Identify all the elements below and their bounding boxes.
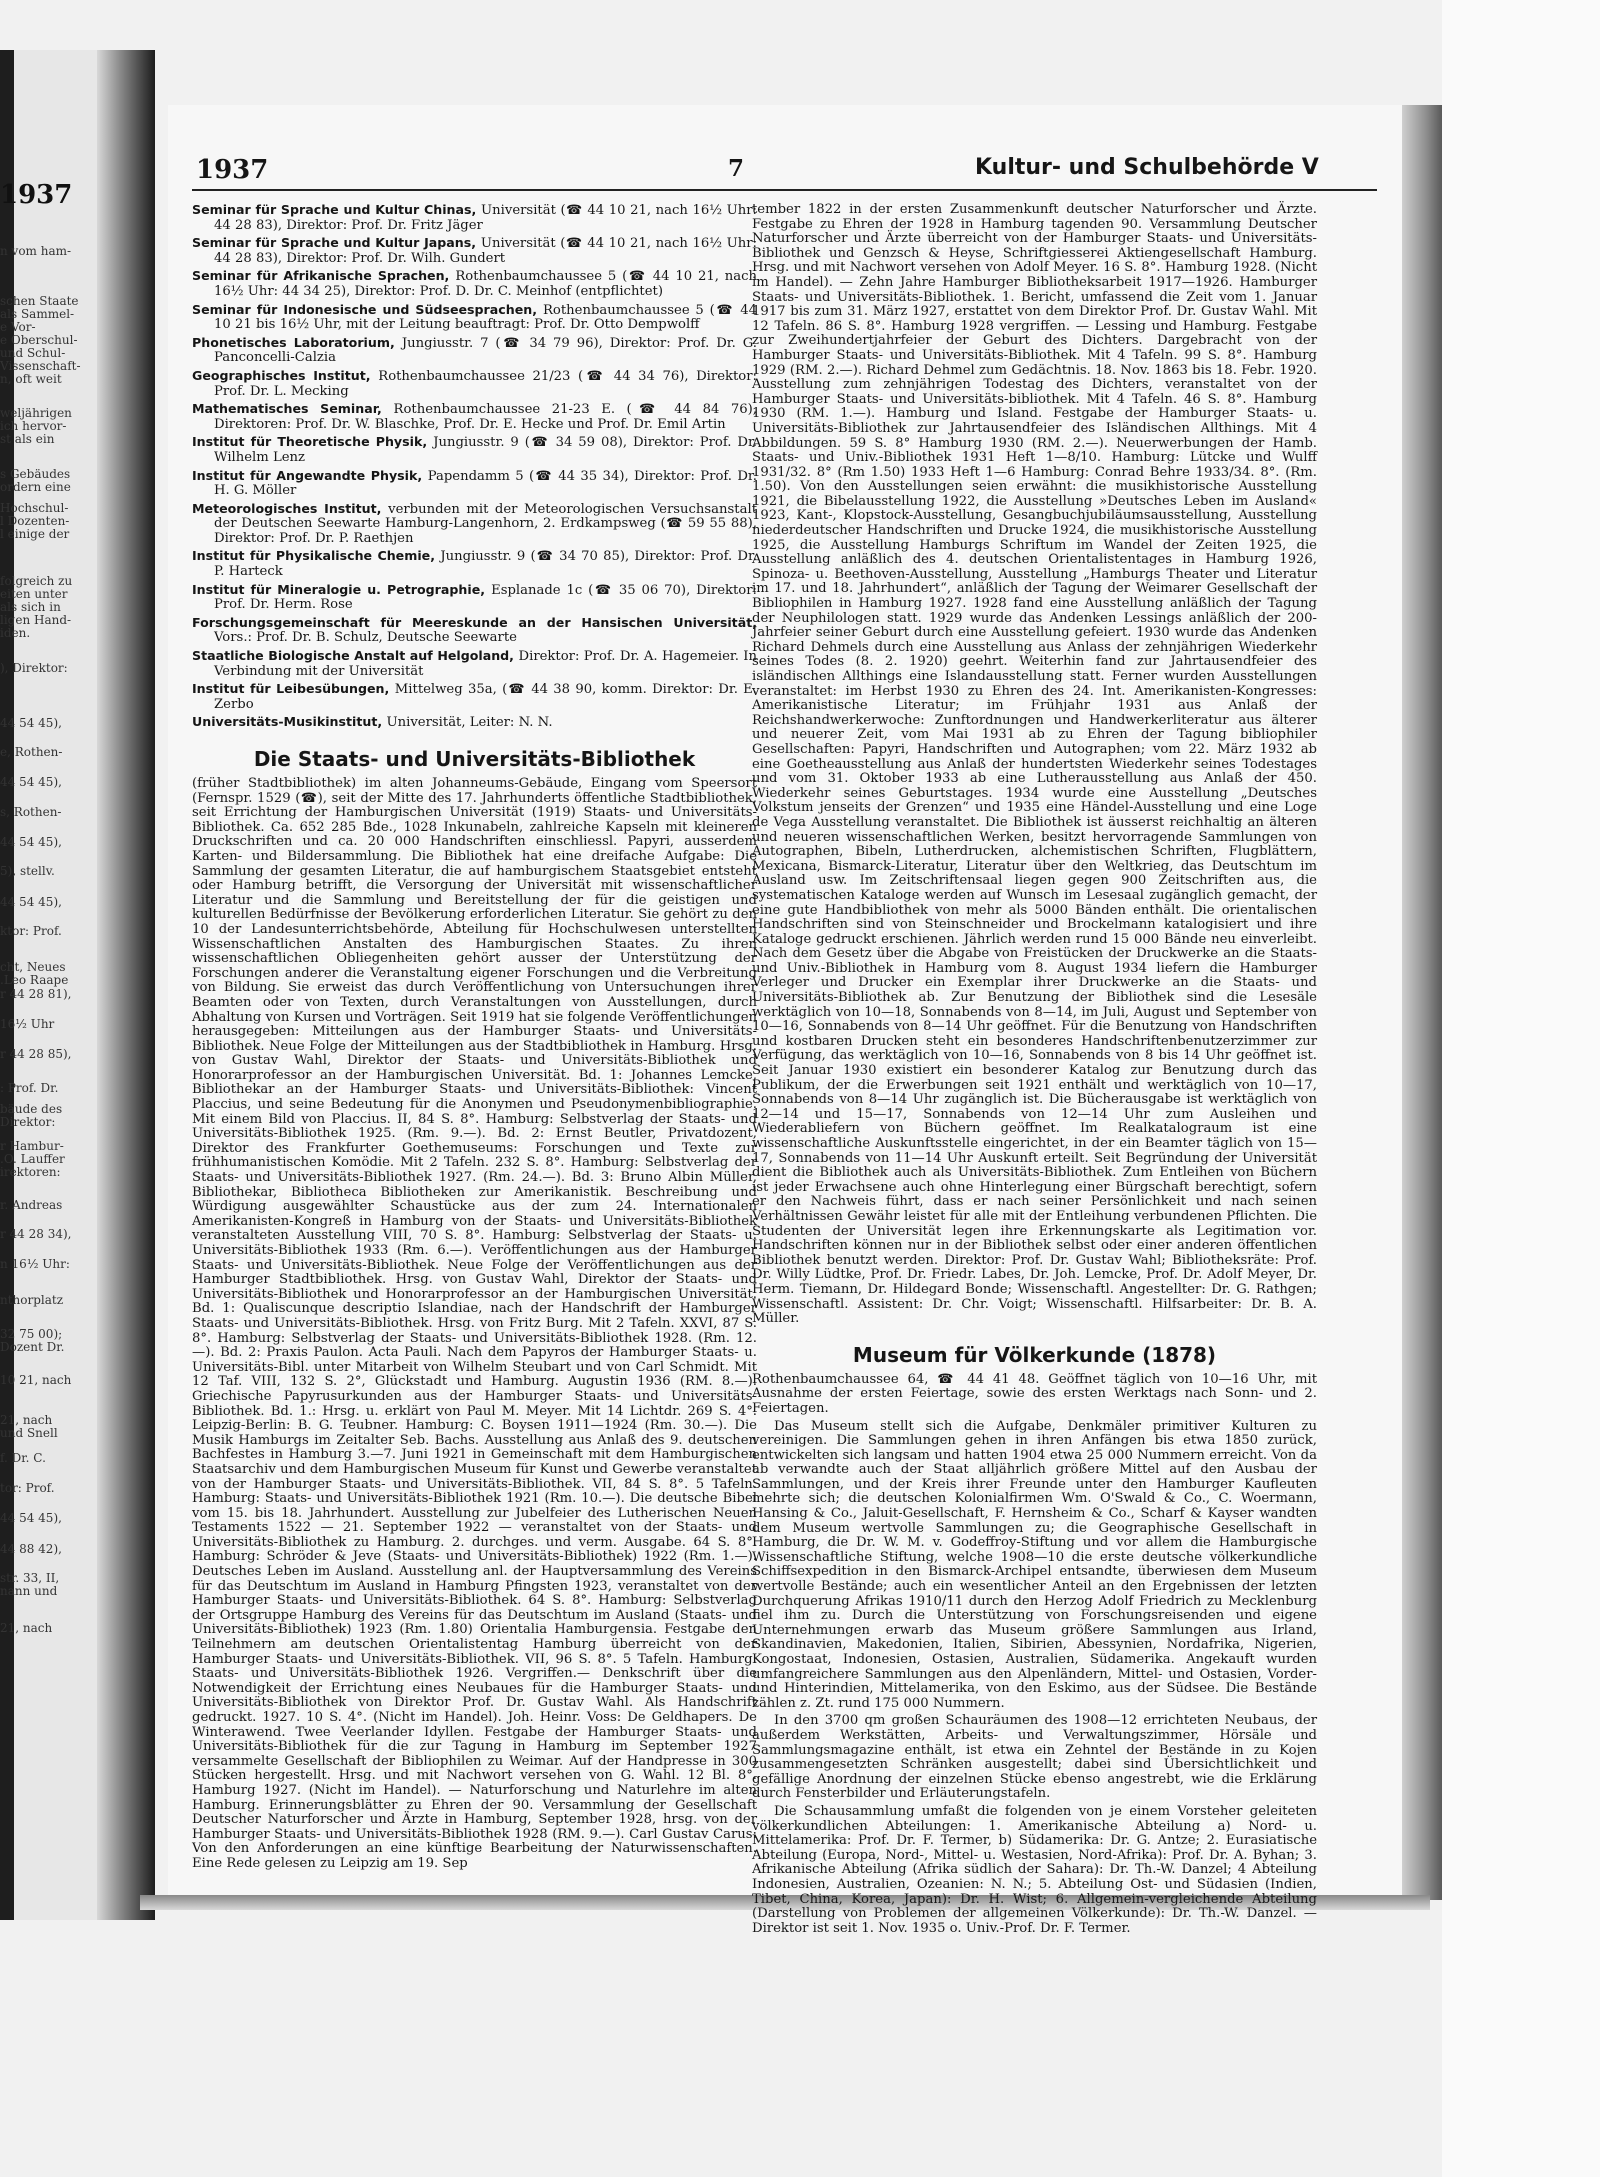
margin-fragment: r Hambur- bbox=[0, 1140, 64, 1153]
margin-fragment: 21, nach bbox=[0, 1414, 53, 1427]
margin-fragment: als sich in bbox=[0, 601, 61, 614]
institute-name: Seminar für Afrikanische Sprachen, bbox=[192, 268, 456, 284]
margin-fragment: bäude des bbox=[0, 1103, 63, 1116]
institute-list bbox=[192, 203, 757, 731]
institute-details: Jungiusstr. 7 (☎ 34 79 96), Direktor: Prof. Dr. G. Panconcelli-Calzia bbox=[214, 335, 757, 366]
institute-details: Rothenbaumchaussee 5 (☎ 44 10 21, nach 16½ Uhr: 44 34 25), Direktor: Prof. D. Dr. C. Meinhof (entpflichtet) bbox=[214, 269, 757, 299]
margin-fragment: e Oberschul- bbox=[0, 334, 78, 347]
institute-details: verbunden mit der Meteorologischen Versuchsanstalt der Deutschen Seewarte Hamburg-Langenhorn, 2. Erdkampsweg (☎ 59 55 88), Direktor: Prof. Dr. P. Raethjen bbox=[214, 501, 757, 546]
margin-fragment: : Prof. Dr. bbox=[0, 1082, 59, 1095]
margin-fragment: .O. Lauffer bbox=[0, 1153, 65, 1166]
margin-fragment: 10 21, nach bbox=[0, 1374, 72, 1387]
margin-fragment: Dozent Dr. bbox=[0, 1341, 65, 1354]
institute-entry bbox=[192, 616, 757, 646]
margin-fragment: f. Dr. C. bbox=[0, 1452, 46, 1465]
running-title: Kultur- und Schulbehörde V bbox=[975, 155, 1319, 180]
margin-fragment: 44 54 45), bbox=[0, 717, 62, 730]
institute-details: Rothenbaumchaussee 21-23 E. (☎ 44 84 76), Direktoren: Prof. Dr. W. Blaschke, Prof. Dr. E. Hecke und Prof. Dr. Emil Artin bbox=[214, 402, 757, 432]
institute-name: Seminar für Sprache und Kultur Japans, bbox=[192, 235, 481, 251]
margin-fragment: tor: Prof. bbox=[0, 1482, 55, 1495]
institute-entry bbox=[192, 203, 757, 233]
margin-fragment: l Dozenten- bbox=[0, 515, 70, 528]
previous-page-fragment bbox=[0, 50, 155, 1920]
margin-fragment: r. Andreas bbox=[0, 1199, 63, 1212]
institute-entry bbox=[192, 469, 757, 499]
margin-fragment: s, Rothen- bbox=[0, 806, 62, 819]
right-column bbox=[752, 203, 1317, 1939]
institute-entry bbox=[192, 269, 757, 299]
margin-fragment: r 44 28 85), bbox=[0, 1048, 72, 1061]
margin-fragment: 44 88 42), bbox=[0, 1543, 62, 1556]
institute-entry bbox=[192, 502, 757, 547]
institute-details: Rothenbaumchaussee 5 (☎ 44 10 21 bis 16½ Uhr, mit der Leitung beauftragt: Prof. Dr. Otto Dempwolff bbox=[214, 302, 757, 333]
margin-fragment: 1937 bbox=[0, 180, 73, 210]
margin-fragment: 44 54 45), bbox=[0, 896, 62, 909]
margin-fragment: Vissenschaft- bbox=[0, 360, 81, 373]
margin-fragment: 44 54 45), bbox=[0, 836, 62, 849]
margin-fragment: e Vor- bbox=[0, 321, 36, 334]
library-section-title: Die Staats- und Universitäts-Bibliothek bbox=[253, 747, 696, 771]
margin-fragment: 16½ Uhr bbox=[0, 1018, 55, 1031]
margin-fragment: str. 33, II, bbox=[0, 1572, 60, 1585]
margin-fragment: ich hervor- bbox=[0, 420, 67, 433]
margin-fragment: r 44 28 81), bbox=[0, 988, 72, 1001]
margin-fragment: schen Staate bbox=[0, 295, 79, 308]
institute-entry bbox=[192, 549, 757, 579]
margin-fragment: als Sammel- bbox=[0, 308, 75, 321]
margin-fragment: 44 54 45), bbox=[0, 1512, 62, 1525]
margin-fragment: Direktor: bbox=[0, 1116, 56, 1129]
institute-entry bbox=[192, 402, 757, 432]
institute-details: Direktor: Prof. Dr. A. Hagemeier. In Verbindung mit der Universität bbox=[214, 649, 758, 679]
library-text bbox=[192, 777, 757, 1872]
page-right-edge bbox=[1402, 105, 1442, 1900]
margin-fragment: st als ein bbox=[0, 433, 55, 446]
margin-fragment: 21, nach bbox=[0, 1622, 53, 1635]
institute-entry bbox=[192, 236, 757, 266]
margin-fragment: l einige der bbox=[0, 528, 70, 541]
institute-name: Phonetisches Laboratorium, bbox=[192, 334, 402, 350]
margin-fragment: nann und bbox=[0, 1585, 58, 1598]
institute-name: Meteorologisches Institut, bbox=[192, 500, 389, 516]
library-paragraph: (früher Stadtbibliothek) im alten Johanneums-Gebäude, Eingang vom Speersort (Fernspr. 1529 (☎), seit der Mitte des 17. Jahrhunderts öffentliche Stadtbibliothek, seit Errichtung der Hamburgischen Universität (1919) Staats- und Universitäts-Bibliothek. Ca. 652 285 Bde., 1028 Inkunabeln, zahlreiche Kapseln mit kleineren Druckschriften und ca. 20 000 Handschriften einschliessl. Papyri, ausserdem Karten- und Bildersammlung. Die Bibliothek hat eine dreifache Aufgabe: Die Sammlung der gesamten Literatur, die auf hamburgischem Staatsgebiet entsteht oder Hamburg betrifft, die Versorgung der Universität mit wissenschaftlicher Literatur und die Sammlung und Bereitstellung der für die geistigen und kulturellen Bedürfnisse der Bevölkerung erforderlichen Literatur. Sie gehört zu den 10 der Landesunterrichtsbehörde, Abteilung für Hochschulwesen unterstellten Wissenschaftlichen Anstalten des Hamburgischen Staates. Zu ihren wissenschaftlichen Obliegenheiten gehört ausser der Unterstützung der Forschungen anderer die Veranstaltung eigener Forschungen und die Verbreitung von Bildung. Sie erweist das durch Veröffentlichung von Untersuchungen ihrer Beamten oder von Texten, durch Veranstaltungen von Ausstellungen, durch Abhaltung von Kursen und Vorträgen. Seit 1919 hat sie folgende Veröffentlichungen herausgegeben: Mitteilungen aus der Hamburger Staats- und Universitäts-Bibliothek. Neue Folge der Mitteilungen aus der Stadtbibliothek in Hamburg. Hrsg. von Gustav Wahl, Direktor der Staats- und Universitäts-Bibliothek und Honorarprofessor an der Hamburgischen Universität. Bd. 1: Johannes Lemcke, Bibliothekar an der Hamburger Staats- und Universitäts-Bibliothek: Vincent Placcius, und seine Bedeutung für die Anonymen und Pseudonymenbibliographie. Mit einem Bild von Placcius. II, 84 S. 8°. Hamburg: Selbstverlag der Staats- und Universitäts-Bibliothek 1925. (Rm. 9.—). Bd. 2: Ernst Beutler, Privatdozent, Direktor des Frankfurter Goethemuseums: Forschungen und Texte zur frühhumanistischen Komödie. Mit 2 Tafeln. 232 S. 8°. Hamburg: Selbstverlag der Staats- und Universitäts-Bibliothek 1927. (Rm. 24.—). Bd. 3: Bruno Albin Müller, Bibliothekar, Bibliotheca Bibliotheken zur Amerikanistik. Beschreibung und Würdigung ausgewählter Schaustücke aus der zum 24. Internationalen Amerikanisten-Kongreß in Hamburg von der Staats- und Universitäts-Bibliothek veranstalteten Ausstellung VIII, 70 S. 8°. Hamburg: Selbstverlag der Staats- u. Universitäts-Bibliothek 1933 (Rm. 6.—). Veröffentlichungen aus der Hamburger Staats- und Universitäts-Bibliothek. Neue Folge der Veröffentlichungen aus der Hamburger Stadtbibliothek. Hrsg. von Gustav Wahl, Direktor der Staats- und Universitäts-Bibliothek und Honorarprofessor an der Hamburgischen Universität. Bd. 1: Qualiscunque descriptio Islandiae, nach der Handschrift der Hamburger Staats- und Universitäts-Bibliothek. Hrsg. von Fritz Burg. Mit 2 Tafeln. XXVI, 87 S. 8°. Hamburg: Selbstverlag der Staats- und Universitäts-Bibliothek 1928. (Rm. 12.—). Bd. 2: Praxis Paulon. Acta Pauli. Nach dem Papyros der Hamburger Staats- u. Universitäts-Bibl. unter Mitarbeit von Wilhelm Steubart und von Carl Schmidt. Mit 12 Taf. VIII, 132 S. 2°, Glückstadt und Hamburg. Augustin 1936 (RM. 8.—). Griechische Papyrusurkunden aus der Hamburger Staats- und Universitäts-Bibliothek. Bd. 1.: Hrsg. u. erklärt von Paul M. Meyer. Mit 14 Lichtdr. 269 S. 4°. Leipzig-Berlin: B. G. Teubner. Hamburg: C. Boysen 1911—1924 (Rm. 30.—). Die Musik Hamburgs im Zeitalter Seb. Bachs. Ausstellung aus Anlaß des 9. deutschen Bachfestes in Hamburg 3.—7. Juni 1921 in Gemeinschaft mit dem Hamburgischen Staatsarchiv und dem Hamburgischen Museum für Kunst und Gewerbe veranstaltet von der Hamburger Staats- und Universitäts-Bibliothek. VII, 84 S. 8°. 5 Tafeln. Hamburg: Staats- und Universitäts-Bibliothek 1921 (Rm. 10.—). Die deutsche Bibel vom 15. bis 18. Jahrhundert. Ausstellung zur Jubelfeier des Lutherischen Neuen Testaments 1522 — 21. September 1922 — veranstaltet von der Staats- und Universitäts-Bibliothek zu Hamburg. 2. durchges. und verm. Ausgabe. 64 S. 8°. Hamburg: Schröder & Jeve (Staats- und Universitäts-Bibliothek) 1922 (Rm. 1.—). Deutsches Leben im Ausland. Ausstellung anl. der Hauptversammlung des Vereins für das Deutschtum im Ausland in Hamburg Pfingsten 1923, veranstaltet von der Hamburger Staats- und Universitäts-Bibliothek. 64 S. 8°. Hamburg: Selbstverlag der Ortsgruppe Hamburg des Vereins für das Deutschtum im Ausland (Staats- und Universitäts-Bibliothek) 1923 (Rm. 1.80) Orientalia Hamburgensia. Festgabe den Teilnehmern am deutschen Orientalistentag Hamburg überreicht von der Hamburger Staats- und Universitäts-Bibliothek. VII, 96 S. 8°. 5 Tafeln. Hamburg: Staats- und Universitäts-Bibliothek 1926. Vergriffen.— Denkschrift über die Notwendigkeit der Errichtung eines Neubaues für die Hamburger Staats- und Universitäts-Bibliothek von Direktor Prof. Dr. Gustav Wahl. Als Handschrift gedruckt. 1927. 10 S. 4°. (Nicht im Handel). Joh. Heinr. Voss: De Geldhapers. De Winterawend. Twee Veerlander Idyllen. Festgabe der Hamburger Staats- und Universitäts-Bibliothek für die zur Tagung in Hamburg im September 1927 versammelte Gesellschaft der Bibliophilen zu Weimar. Auf der Handpresse in 300 Stücken hergestellt. Hrsg. und mit Nachwort versehen von G. Wahl. 12 Bl. 8°. Hamburg 1927. (Nicht im Handel). — Naturforschung und Naturlehre im alten Hamburg. Erinnerungsblätter zu Ehren der 90. Versammlung der Gesellschaft Deutscher Naturforscher und Ärzte in Hamburg, September 1928, hrsg. von der Hamburger Staats- und Universitäts-Bibliothek 1928 (RM. 9.—). Carl Gustav Carus: Von den Anforderungen an eine künftige Bearbeitung der Naturwissenschaften. Eine Rede gelesen zu Leipzig am 19. Sep bbox=[192, 776, 757, 1871]
margin-fragment: und Snell bbox=[0, 1427, 58, 1440]
institute-name: Forschungsgemeinschaft für Meereskunde an der Hansischen Universität, bbox=[192, 614, 757, 630]
institute-name: Geographisches Institut, bbox=[192, 367, 379, 383]
institute-details: Mittelweg 35a, (☎ 44 38 90, komm. Direktor: Dr. E. Zerbo bbox=[214, 682, 758, 712]
museum-paragraph: Das Museum stellt sich die Aufgabe, Denkmäler primitiver Kulturen zu vereinigen. Die Sammlungen gehen in ihren Anfängen bis etwa 1850 zurück, entwickelten sich langsam und hatten 1904 etwa 25 000 Nummern erreicht. Von da ab verwandte auch der Staat alljährlich größere Mittel auf den Ausbau der Sammlungen, und der Kreis ihrer Freunde unter den Hamburger Kaufleuten mehrte sich; die deutschen Kolonialfirmen Wm. O'Swald & Co., C. Woermann, Hansing & Co., Jaluit-Gesellschaft, F. Hernsheim & Co., Scharf & Kayser wandten dem Museum wertvolle Sammlungen zu; die Geographische Gesellschaft in Hamburg, die Dr. W. M. v. Godeffroy-Stiftung und vor allem die Hamburgische Wissenschaftliche Stiftung, welche 1908—10 die erste deutsche völkerkundliche Schiffsexpedition in den Bismarck-Archipel entsandte, überwiesen dem Museum wertvolle Bestände; auch ein wesentlicher Anteil an den Ergebnissen der letzten Durchquerung Afrikas 1910/11 durch den Herzog Adolf Friedrich zu Mecklenburg fiel ihm zu. Durch die Unterstützung von Forschungsreisenden und eigene Unternehmungen erwarb das Museum größere Sammlungen aus Irland, Skandinavien, Makedonien, Italien, Sibirien, Abessynien, Nordafrika, Nigerien, Kongostaat, Indonesien, Ostasien, Australien, Südamerika. Angekauft wurden umfangreichere Sammlungen aus den Alpenländern, Mittel- und Ostasien, Vorder- und Hinterindien, Mittelamerika, von den Eskimo, aus der Südsee. Die Bestände zählen z. Zt. rund 175 000 Nummern. bbox=[752, 1418, 1317, 1711]
institute-name: Institut für Physikalische Chemie, bbox=[192, 548, 441, 564]
institute-name: Staatliche Biologische Anstalt auf Helgoland, bbox=[192, 648, 519, 664]
left-column bbox=[192, 203, 757, 1875]
margin-fragment: nthorplatz bbox=[0, 1294, 64, 1307]
header-year: 1937 bbox=[196, 155, 269, 185]
institute-entry bbox=[192, 649, 757, 679]
institute-entry bbox=[192, 715, 757, 731]
header-rule bbox=[192, 189, 1377, 191]
margin-fragment: 5), stellv. bbox=[0, 865, 55, 878]
margin-fragment: eiten unter bbox=[0, 588, 68, 601]
museum-paragraph: In den 3700 qm großen Schauräumen des 1908—12 errichteten Neubaus, der außerdem Werkstätten, Arbeits- und Verwaltungszimmer, Hörsäle und Sammlungsmagazine enthält, ist etwa ein Zehntel der Bestände in zu Kojen zusammengesetzten Schränken ausgestellt; dabei sind Übersichtlichkeit und gefällige Anordnung der einzelnen Stücke ebenso angestrebt, wie die Erklärung durch Fensterbilder und Erläuterungstafeln. bbox=[752, 1713, 1317, 1802]
margin-fragment: e, Rothen- bbox=[0, 746, 63, 759]
museum-paragraph: Die Schausammlung umfaßt die folgenden von je einem Vorsteher geleiteten völkerkundlichen Abteilungen: 1. Amerikanische Abteilung a) Nord- u. Mittelamerika: Prof. Dr. F. Termer, b) Südamerika: Dr. G. Antze; 2. Eurasiatische Abteilung (Europa, Nord-, Mittel- u. Westasien, Nord-Afrika): Prof. Dr. A. Byhan; 3. Afrikanische Abteilung (Afrika südlich der Sahara): Dr. Th.-W. Danzel; 4 Abteilung Indonesien, Australien, Ozeanien: N. N.; 5. Abteilung Ost- und Südasien (Indien, Tibet, China, Korea, Japan): Dr. H. Wist; 6. Allgemein-vergleichende Abteilung (Darstellung von Problemen der allgemeinen Völkerkunde): Dr. Th.-W. Danzel. — Direktor ist seit 1. Nov. 1935 o. Univ.-Prof. Dr. F. Termer. bbox=[752, 1803, 1317, 1936]
institute-details: Jungiusstr. 9 (☎ 34 70 85), Direktor: Prof. Dr. P. Harteck bbox=[214, 549, 757, 580]
library-paragraph-continued: tember 1822 in der ersten Zusammenkunft deutscher Naturforscher und Ärzte. Festgabe zu Ehren der 1928 in Hamburg tagenden 90. Versammlung Deutscher Naturforscher und Ärzte überreicht von der Hamburger Staats- und Universitäts-Bibliothek und Genzsch & Heyse, Schriftgiesserei Aktiengesellschaft Hamburg. Hrsg. und mit Nachwort versehen von Adolf Meyer. 16 S. 8°. Hamburg 1928. (Nicht im Handel). — Zehn Jahre Hamburger Bibliotheksarbeit 1917—1926. Hamburger Staats- und Universitäts-Bibliothek. 1. Bericht, umfassend die Zeit vom 1. Januar 1917 bis zum 31. März 1927, erstattet von dem Direktor Prof. Dr. Gustav Wahl. Mit 12 Tafeln. 86 S. 8°. Hamburg 1928 vergriffen. — Lessing und Hamburg. Festgabe zur Zweihundertjahrfeier der Geburt des Dichters. Dargebracht von der Hamburger Staats- und Universitäts-Bibliothek. Mit 4 Tafeln. 99 S. 8°. Hamburg 1929 (RM. 2.—). Richard Dehmel zum Gedächtnis. 18. Nov. 1863 bis 18. Febr. 1920. Ausstellung zum zehnjährigen Todestag des Dichters, veranstaltet von der Hamburger Staats- und Universitäts-bibliothek. Mit 4 Tafeln. 46 S. 8°. Hamburg 1930 (RM. 1.—). Hamburg und Island. Festgabe der Hamburger Staats- u. Universitäts-Bibliothek zur Jahrtausendfeier des Isländischen Allthings. Mit 4 Abbildungen. 59 S. 8° Hamburg 1930 (RM. 2.—). Neuerwerbungen der Hamb. Staats- und Univ.-Bibliothek 1931 Heft 1—8/10. Hamburg: Lütcke und Wulff 1931/32. 8° (Rm 1.50) 1933 Heft 1—6 Hamburg: Conrad Behre 1933/34. 8°. (Rm. 1.50). Von den Ausstellungen seien erwähnt: die musikhistorische Ausstellung 1921, die Bibelausstellung 1922, die Ausstellung »Deutsches Leben im Ausland« 1923, Kant-, Klopstock-Ausstellung, Gesangbuchjubiläumsausstellung, Ausstellung niederdeutscher Handschriften und Drucke 1924, die musikhistorische Ausstellung 1925, die Ausstellung Hamburgs Schriftum im Wandel der Zeiten 1925, die Ausstellung anläßlich des 4. deutschen Orientalistentages in Hamburg 1926, Spinoza- u. Beethoven-Ausstellung, Ausstellung „Hamburgs Theater und Literatur im 17. und 18. Jahrhundert“, anläßlich der Tagung der Weimarer Gesellschaft der Bibliophilen in Hamburg 1927. 1928 fand eine Ausstellung anläßlich der Tagung der Neuphilologen statt. 1929 wurde das Andenken Lessings anläßlich der 200-Jahrfeier seiner Geburt durch eine Ausstellung gefeiert. 1930 wurde das Andenken Richard Dehmels durch eine Ausstellung aus Anlass der zehnjährigen Wiederkehr seines Todes (8. 2. 1920) geehrt. Weiterhin fand zur Jahrtausendfeier des isländischen Allthings eine Islandausstellung statt. Ferner wurden Ausstellungen veranstaltet: im Herbst 1930 zu Ehren des 24. Int. Amerikanisten-Kongresses: Amerikanistische Literatur; im Frühjahr 1931 aus Anlaß der Reichshandwerkerwoche: Zunftordnungen und Handwerkerliteratur aus älterer und neuerer Zeit, vom Mai 1931 ab zu Ehren der Tagung bibliophiler Gesellschaften: Papyri, Handschriften und Autographen; vom 22. März 1932 ab eine Goetheausstellung aus Anlaß der hundertsten Wiederkehr seines Todestages und vom 31. Oktober 1933 ab eine Lutherausstellung aus Anlaß der 450. Wiederkehr seines Geburtstages. 1934 wurde eine Ausstellung „Deutsches Volkstum jenseits der Grenzen“ und 1935 eine Händel-Ausstellung und eine Loge de Vega Ausstellung veranstaltet. Die Bibliothek ist äusserst reichhaltig an älteren und neueren wissenschaftlichen Werken, besitzt hervorragende Sammlungen von Autographen, Bibeln, Lutherdrucken, alchemistischen Schriften, Flugblättern, Mexicana, Bismarck-Literatur, Literatur über den Weltkrieg, das Deutschtum im Ausland usw. Im Zeitschriftensaal liegen gegen 900 Zeitschriften aus, die systematischen Kataloge werden auf Wunsch im Lesesaal zugänglich gemacht, der eine gute Handbibliothek von mehr als 5000 Bänden enthält. Die orientalischen Handschriften sind von Steinschneider und Brockelmann katalogisiert und ihre Kataloge gedruckt erschienen. Jährlich werden rund 15 000 Bände neu einverleibt. Nach dem Gesetz über die Abgabe von Freistücken der Druckwerke an die Staats- und Univ.-Bibliothek in Hamburg vom 8. August 1934 liefern die Hamburger Verleger und Drucker ein Exemplar ihrer Druckwerke an die Staats- und Universitäts-Bibliothek ab. Zur Benutzung der Bibliothek sind die Lesesäle werktäglich von 10—18, Sonnabends von 8—14, im Juli, August und September von 10—16, Sonnabends von 8—14 Uhr geöffnet. Für die Benutzung von Handschriften und kostbaren Drucken steht ein besonderes Handschriftenbenutzerzimmer zur Verfügung, das werktäglich von 10—16, Sonnabends von 8 bis 14 Uhr geöffnet ist. Seit Januar 1930 existiert ein besonderer Katalog zur Benutzung durch das Publikum, der die Erwerbungen seit 1921 enthält und werktäglich von 10—17, Sonnabends von 8—14 Uhr zugänglich ist. Die Bücherausgabe ist werktäglich von 12—14 und 15—17, Sonnabends von 12—14 Uhr zum Ausleihen und Wiederabliefern von Büchern geöffnet. Im Realkatalograum ist eine wissenschaftliche Auskunftsstelle eingerichtet, in der ein Beamter täglich von 15—17, Sonnabends von 11—14 Uhr Auskunft erteilt. Seit Begründung der Universität dient die Bibliothek auch als Universitäts-Bibliothek. Zum Entleihen von Büchern ist jeder Erwachsene auch ohne Hinterlegung einer Bürgschaft berechtigt, sofern er den Nachweis führt, dass er nach seiner Persönlichkeit und nach seinen Verhältnissen Gewähr leistet für alle mit der Entleihung verbundenen Pflichten. Die Studenten der Universität legen ihre Erkennungskarte als Legitimation vor. Handschriften können nur in der Bibliothek selbst oder einer anderen öffentlichen Bibliothek benutzt werden. Direktor: Prof. Dr. Gustav Wahl; Bibliotheksräte: Prof. Dr. Willy Lüdtke, Prof. Dr. Friedr. Labes, Dr. Joh. Lemcke, Prof. Dr. Adolf Meyer, Dr. Herm. Tiemann, Dr. Hildegard Bonde; Wissenschaftl. Angestellter: Dr. G. Rathgen; Wissenschaftl. Assistent: Dr. Chr. Voigt; Wissenschaftl. Hilfsarbeiter: Dr. B. A. Müller. bbox=[752, 202, 1317, 1327]
institute-name: Mathematisches Seminar, bbox=[192, 401, 394, 417]
institute-details: Vors.: Prof. Dr. B. Schulz, Deutsche Seewarte bbox=[214, 630, 517, 646]
margin-fragment: .Leo Raape bbox=[0, 974, 69, 987]
institute-name: Institut für Theoretische Physik, bbox=[192, 434, 434, 450]
institute-entry bbox=[192, 336, 757, 366]
margin-fragment: ktor: Prof. bbox=[0, 925, 62, 938]
margin-fragment: ), Direktor: bbox=[0, 662, 68, 675]
margin-fragment: Hochschul- bbox=[0, 502, 69, 515]
margin-fragment: n vom ham- bbox=[0, 245, 72, 258]
institute-details: Universität (☎ 44 10 21, nach 16½ Uhr: 44 28 83), Direktor: Prof. Dr. Wilh. Gundert bbox=[214, 236, 757, 266]
margin-fragment: iden. bbox=[0, 627, 31, 640]
institute-details: Universität (☎ 44 10 21, nach 16½ Uhr: 44 28 83), Direktor: Prof. Dr. Fritz Jäger bbox=[214, 203, 758, 233]
margin-fragment: weljährigen bbox=[0, 407, 72, 420]
book-gutter bbox=[97, 50, 155, 1920]
institute-entry bbox=[192, 682, 757, 712]
institute-name: Institut für Angewandte Physik, bbox=[192, 467, 428, 483]
institute-name: Institut für Leibesübungen, bbox=[192, 681, 395, 697]
library-text-continued bbox=[752, 203, 1317, 1327]
margin-fragment: ligen Hand- bbox=[0, 614, 72, 627]
institute-details: Rothenbaumchaussee 21/23 (☎ 44 34 76), Direktor: Prof. Dr. L. Mecking bbox=[214, 368, 757, 399]
institute-name: Universitäts-Musikinstitut, bbox=[192, 714, 387, 730]
scan-background-right bbox=[1442, 0, 1600, 2177]
museum-section-title: Museum für Völkerkunde (1878) bbox=[852, 1342, 1217, 1367]
museum-paragraph: Rothenbaumchaussee 64, ☎ 44 41 48. Geöffnet täglich von 10—16 Uhr, mit Ausnahme der ersten Feiertage, sowie des ersten Werktags nach Sonn- und 2. Feiertagen. bbox=[752, 1371, 1317, 1416]
margin-fragment: cht, Neues bbox=[0, 961, 66, 974]
institute-entry bbox=[192, 435, 757, 465]
margin-fragment: n, oft weit bbox=[0, 373, 62, 386]
institute-details: Universität, Leiter: N. N. bbox=[386, 715, 553, 731]
institute-entry bbox=[192, 369, 757, 399]
page-number: 7 bbox=[728, 155, 745, 182]
institute-name: Seminar für Sprache und Kultur Chinas, bbox=[192, 202, 482, 217]
margin-fragment: 44 54 45), bbox=[0, 776, 62, 789]
institute-details: Jungiusstr. 9 (☎ 34 59 08), Direktor: Prof. Dr. Wilhelm Lenz bbox=[214, 435, 757, 465]
institute-name: Seminar für Indonesische und Südseesprachen, bbox=[192, 301, 543, 317]
margin-fragment: irektoren: bbox=[0, 1166, 61, 1179]
museum-text bbox=[752, 1373, 1317, 1937]
institute-name: Institut für Mineralogie u. Petrographie, bbox=[192, 581, 492, 597]
margin-fragment: 32 75 00); bbox=[0, 1328, 63, 1341]
institute-entry bbox=[192, 303, 757, 333]
institute-details: Papendamm 5 (☎ 44 35 34), Direktor: Prof. Dr. H. G. Möller bbox=[214, 468, 757, 499]
margin-fragment: r 44 28 34), bbox=[0, 1228, 72, 1241]
margin-fragment: n 16½ Uhr: bbox=[0, 1258, 70, 1271]
margin-fragment: ordern eine bbox=[0, 481, 71, 494]
margin-fragment: folgreich zu bbox=[0, 575, 73, 588]
margin-fragment: und Schul- bbox=[0, 347, 66, 360]
institute-entry bbox=[192, 583, 757, 613]
institute-details: Esplanade 1c (☎ 35 06 70), Direktor: Prof. Dr. Herm. Rose bbox=[214, 582, 757, 613]
margin-fragment: s Gebäudes bbox=[0, 468, 71, 481]
